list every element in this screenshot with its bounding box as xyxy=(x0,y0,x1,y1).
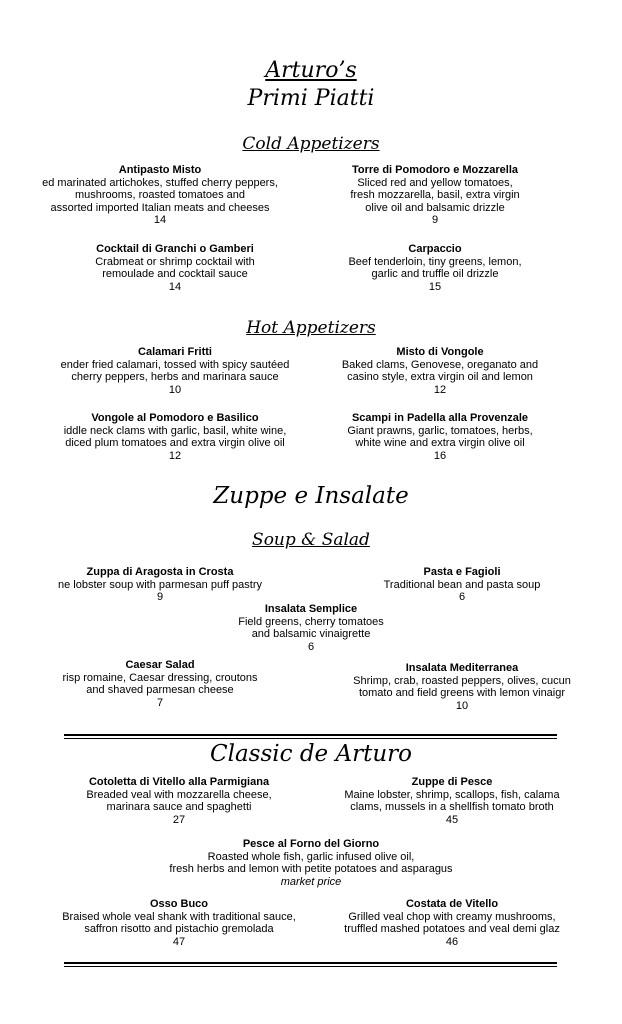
item-name: Zuppa di Aragosta in Crosta xyxy=(86,566,234,578)
item-desc: Crabmeat or shrimp cocktail with xyxy=(95,255,255,268)
item-price: 27 xyxy=(172,813,186,826)
menu-item xyxy=(320,243,550,293)
menu-item xyxy=(360,566,564,604)
section-title-zuppe: Zuppe e Insalate xyxy=(213,483,409,509)
item-desc: saffron risotto and pistachio gremolada xyxy=(84,923,274,935)
item-desc: Maine lobster, shrimp, scallops, fish, calama xyxy=(344,788,560,801)
menu-item xyxy=(44,898,314,948)
menu-item xyxy=(30,566,290,604)
menu-item xyxy=(141,838,481,888)
menu-item xyxy=(30,659,290,709)
item-desc: ed marinated artichokes, stuffed cherry peppers, xyxy=(42,176,278,189)
item-desc: Baked clams, Genovese, oreganato and xyxy=(341,358,539,371)
item-desc: Giant prawns, garlic, tomatoes, herbs, xyxy=(347,424,533,437)
menu-item xyxy=(320,164,550,227)
item-desc: clams, mussels in a shellfish tomato broth xyxy=(350,801,554,813)
item-desc: Roasted whole fish, garlic infused olive oil, xyxy=(207,850,415,863)
item-price: 14 xyxy=(153,214,167,226)
item-desc: Field greens, cherry tomatoes xyxy=(238,615,384,628)
item-desc: ne lobster soup with parmesan puff pastry xyxy=(57,578,263,591)
item-price: 6 xyxy=(307,640,315,653)
item-name: Misto di Vongole xyxy=(396,346,484,358)
item-desc: garlic and truffle oil drizzle xyxy=(371,268,499,280)
item-price: 10 xyxy=(455,699,469,712)
item-desc: Traditional bean and pasta soup xyxy=(383,578,541,591)
menu-item xyxy=(30,346,320,396)
item-name: Cotoletta di Vitello alla Parmigiana xyxy=(88,776,270,788)
item-desc: fresh herbs and lemon with petite potatoes and asparagus xyxy=(169,863,453,875)
item-price: 7 xyxy=(156,696,164,709)
section-subtitle-soup-salad: Soup & Salad xyxy=(252,530,370,550)
item-desc: Grilled veal chop with creamy mushrooms, xyxy=(348,910,556,923)
item-name: Insalata Mediterranea xyxy=(405,662,519,674)
item-price: market price xyxy=(280,875,342,888)
restaurant-name: Arturo’s xyxy=(265,58,357,83)
item-name: Torre di Pomodoro e Mozzarella xyxy=(351,164,519,176)
item-price: 16 xyxy=(433,449,447,462)
item-name: Carpaccio xyxy=(408,243,462,255)
menu-item xyxy=(334,662,590,712)
item-price: 9 xyxy=(431,214,439,226)
item-name: Insalata Semplice xyxy=(264,603,358,615)
item-price: 10 xyxy=(168,383,182,396)
item-price: 6 xyxy=(458,591,466,603)
item-desc: fresh mozzarella, basil, extra virgin xyxy=(350,189,520,201)
divider-rule xyxy=(64,734,557,736)
menu-item xyxy=(320,346,560,396)
menu-item xyxy=(44,776,314,826)
item-desc: iddle neck clams with garlic, basil, white wine, xyxy=(63,424,287,437)
item-desc: olive oil and balsamic drizzle xyxy=(365,201,505,214)
item-name: Cocktail di Granchi o Gamberi xyxy=(96,243,254,255)
item-price: 12 xyxy=(168,449,182,462)
menu-item xyxy=(30,412,320,462)
item-desc: diced plum tomatoes and extra virgin olive oil xyxy=(65,437,285,449)
menu-item xyxy=(211,603,411,653)
item-name: Zuppe di Pesce xyxy=(411,776,493,788)
item-desc: and balsamic vinaigrette xyxy=(251,628,371,640)
item-desc: Breaded veal with mozzarella cheese, xyxy=(86,788,272,801)
item-name: Costata de Vitello xyxy=(405,898,499,910)
item-desc: truffled mashed potatoes and veal demi glaz xyxy=(344,923,560,935)
item-desc: Sliced red and yellow tomatoes, xyxy=(357,176,513,189)
menu-item xyxy=(30,243,320,293)
item-name: Pasta e Fagioli xyxy=(423,566,501,578)
item-desc: Shrimp, crab, roasted peppers, olives, cucun xyxy=(353,674,571,687)
item-desc: white wine and extra virgin olive oil xyxy=(355,437,525,449)
menu-item xyxy=(320,412,560,462)
menu-item xyxy=(30,164,290,227)
item-price: 46 xyxy=(445,935,459,948)
section-title-cold: Cold Appetizers xyxy=(242,134,380,154)
item-desc: and shaved parmesan cheese xyxy=(86,684,234,696)
item-desc: Braised whole veal shank with traditional sauce, xyxy=(62,910,296,923)
item-name: Scampi in Padella alla Provenzale xyxy=(351,412,529,424)
section-title-hot: Hot Appetizers xyxy=(246,318,376,338)
menu-item xyxy=(334,898,570,948)
item-desc: tomato and field greens with lemon vinaigr xyxy=(358,687,566,699)
item-desc: Beef tenderloin, tiny greens, lemon, xyxy=(348,255,522,268)
item-name: Osso Buco xyxy=(149,898,209,910)
item-name: Pesce al Forno del Giorno xyxy=(242,838,380,850)
item-desc: cherry peppers, herbs and marinara sauce xyxy=(71,371,279,383)
item-desc: risp romaine, Caesar dressing, croutons xyxy=(62,671,258,684)
item-desc: mushrooms, roasted tomatoes and xyxy=(75,189,245,201)
item-desc: marinara sauce and spaghetti xyxy=(106,801,252,813)
item-desc: ender fried calamari, tossed with spicy sautéed xyxy=(60,358,290,371)
item-name: Vongole al Pomodoro e Basilico xyxy=(91,412,259,424)
item-desc: assorted imported Italian meats and cheeses xyxy=(50,201,270,214)
item-price: 15 xyxy=(428,280,442,293)
item-name: Calamari Fritti xyxy=(138,346,212,358)
item-price: 12 xyxy=(433,383,447,396)
item-price: 9 xyxy=(156,591,164,603)
item-price: 45 xyxy=(445,813,459,826)
item-price: 47 xyxy=(172,935,186,948)
menu-item xyxy=(334,776,570,826)
section-title-classic: Classic de Arturo xyxy=(210,741,412,767)
divider-rule xyxy=(64,738,557,739)
divider-rule xyxy=(64,962,557,964)
item-name: Antipasto Misto xyxy=(118,164,202,176)
menu-title: Primi Piatti xyxy=(247,86,375,111)
divider-rule xyxy=(64,966,557,967)
item-desc: casino style, extra virgin oil and lemon xyxy=(347,371,533,383)
item-price: 14 xyxy=(168,280,182,293)
item-name: Caesar Salad xyxy=(125,659,195,671)
item-desc: remoulade and cocktail sauce xyxy=(102,268,248,280)
